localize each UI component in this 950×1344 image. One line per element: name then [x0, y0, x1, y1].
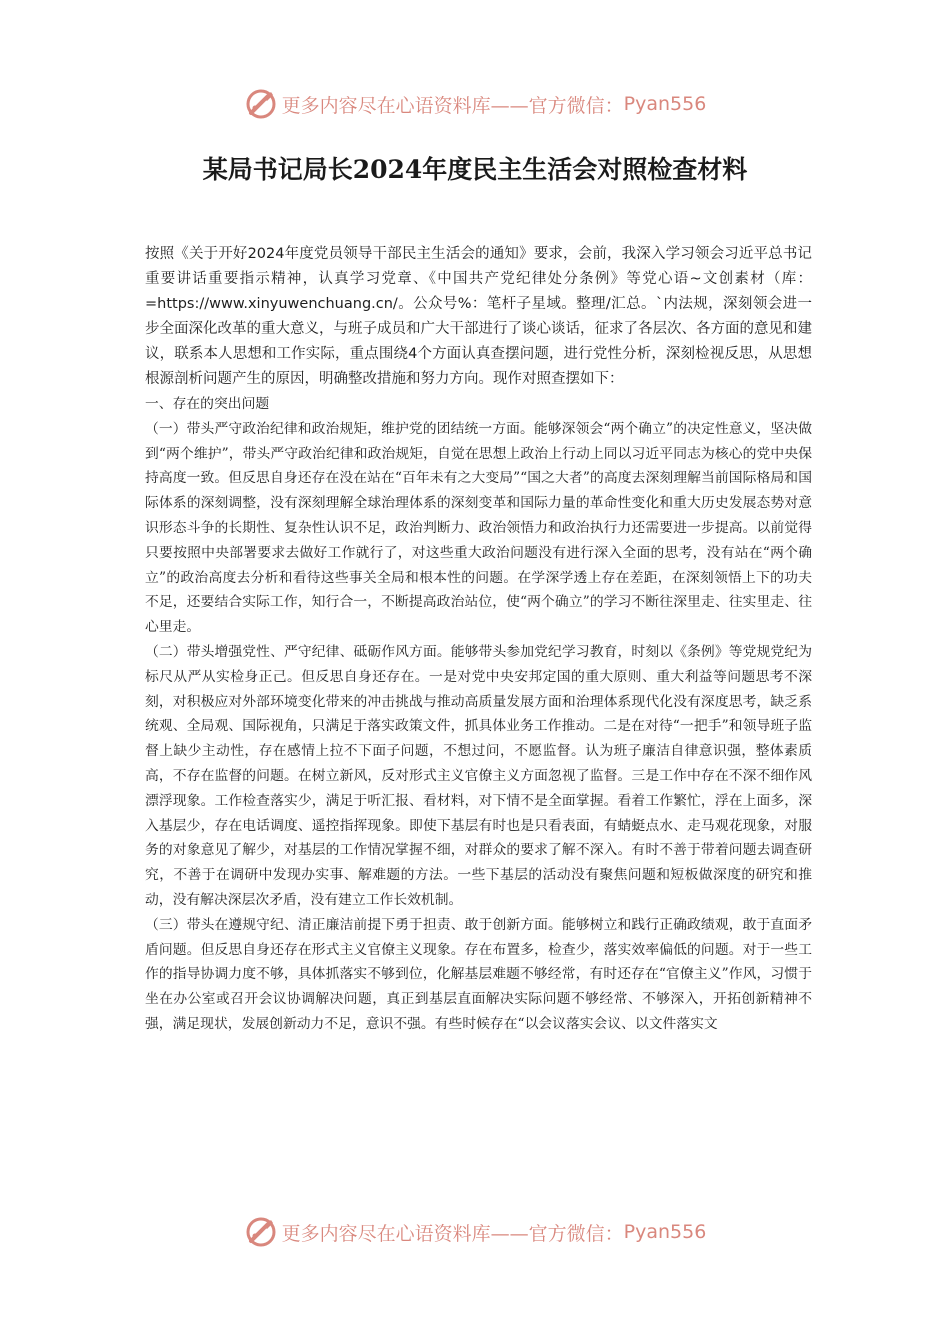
- brush-circle-logo-icon: [244, 87, 278, 121]
- watermark-text: 更多内容尽在心语资料库——官方微信：: [281, 94, 624, 117]
- paragraph-1: （一）带头严守政治纪律和政治规矩，维护党的团结统一方面。能够深领会“两个确立”的决定性意义，坚决做到“两个维护”，带头严守政治纪律和政治规矩，自觉在思想上政治上行动上同以习近平同志为核心的党中央保持高度一致。但反思自身还存在没在站在“百年未有之大变局”“国之大者”的高度去深刻理解当前国际格局和国际体系的深刻调整，没有深刻理解全球治理体系的深刻变革和国际力量的革命性变化和重大历史发展态势对意识形态斗争的长期性、复杂性认识不足，政治判断力、政治领悟力和政治执行力还需要进一步提高。以前觉得只要按照中央部署要求去做好工作就行了，对这些重大政治问题没有进行深入全面的思考，没有站在“两个确立”的政治高度去分析和看待这些事关全局和根本性的问题。在学深学透上存在差距，在深刻领悟上下的功夫不足，还要结合实际工作，知行合一，不断提高政治站位，使“两个确立”的学习不断往深里走、往实里走、往心里走。: [145, 420, 812, 636]
- document-body: [145, 242, 812, 1037]
- intro-paragraph: 按照《关于开好2024年度党员领导干部民主生活会的通知》要求，会前，我深入学习领会习近平总书记重要讲话重要指示精神，认真学习党章、《中国共产党纪律处分条例》等党心语~文创素材（库：=https://www.xinyuwenchuang.cn/。公众号%：笔杆子星域。整理/汇总。`内法规，深刻领会进一步全面深化改革的重大意义，与班子成员和广大干部进行了谈心谈话，征求了各层次、各方面的意见和建议，联系本人思想和工作实际，重点围绕4个方面认真查摆问题，进行党性分析，深刻检视反思，从思想根源剖析问题产生的原因，明确整改措施和努力方向。现作对照查摆如下：: [145, 246, 812, 387]
- brush-circle-logo-icon: [244, 1215, 278, 1249]
- watermark-wechat-id: Pyan556: [623, 93, 707, 115]
- paragraph-2: （二）带头增强党性、严守纪律、砥砺作风方面。能够带头参加党纪学习教育，时刻以《条例》等党规党纪为标尺从严从实检身正己。但反思自身还存在。一是对党中央安邦定国的重大原则、重大利益等问题思考不深刻，对积极应对外部环境变化带来的冲击挑战与推动高质量发展方面和治理体系现代化没有深度思考，缺乏系统观、全局观、国际视角，只满足于落实政策文件，抓具体业务工作推动。二是在对待“一把手”和领导班子监督上缺少主动性，存在感情上拉不下面子问题，不想过问，不愿监督。认为班子廉洁自律意识强，整体素质高，不存在监督的问题。在树立新风，反对形式主义官僚主义方面忽视了监督。三是工作中存在不深不细作风漂浮现象。工作检查落实少，满足于听汇报、看材料，对下情不是全面掌握。看着工作繁忙，浮在上面多，深入基层少，存在电话调度、遥控指挥现象。即使下基层有时也是只看表面，有蜻蜓点水、走马观花现象，对服务的对象意见了解少，对基层的工作情况掌握不细，对群众的要求了解不深入。有时不善于带着问题去调查研究，不善于在调研中发现办实事、解难题的方法。一些下基层的活动没有聚焦问题和短板做深度的研究和推动，没有解决深层次矛盾，没有建立工作长效机制。: [145, 643, 812, 908]
- watermark-text: 更多内容尽在心语资料库——官方微信：: [281, 1222, 624, 1245]
- paragraph-3: （三）带头在遵规守纪、清正廉洁前提下勇于担责、敢于创新方面。能够树立和践行正确政绩观，敢于直面矛盾问题。但反思自身还存在形式主义官僚主义现象。存在布置多，检查少，落实效率偏低的问题。对于一些工作的指导协调力度不够，具体抓落实不够到位，化解基层难题不够经常，有时还存在“官僚主义”作风，习惯于坐在办公室或召开会议协调解决问题，真正到基层直面解决实际问题不够经常、不够深入，开拓创新精神不强，满足现状，发展创新动力不足，意识不强。有些时候存在“以会议落实会议、以文件落实文: [145, 916, 812, 1032]
- document-title: 某局书记局长2024年度民主生活会对照检查材料: [202, 155, 748, 184]
- watermark-banner-bottom: [0, 1212, 950, 1252]
- section-heading-1: 一、存在的突出问题: [145, 396, 270, 412]
- watermark-wechat-id: Pyan556: [623, 1221, 707, 1243]
- watermark-banner-top: [0, 84, 950, 124]
